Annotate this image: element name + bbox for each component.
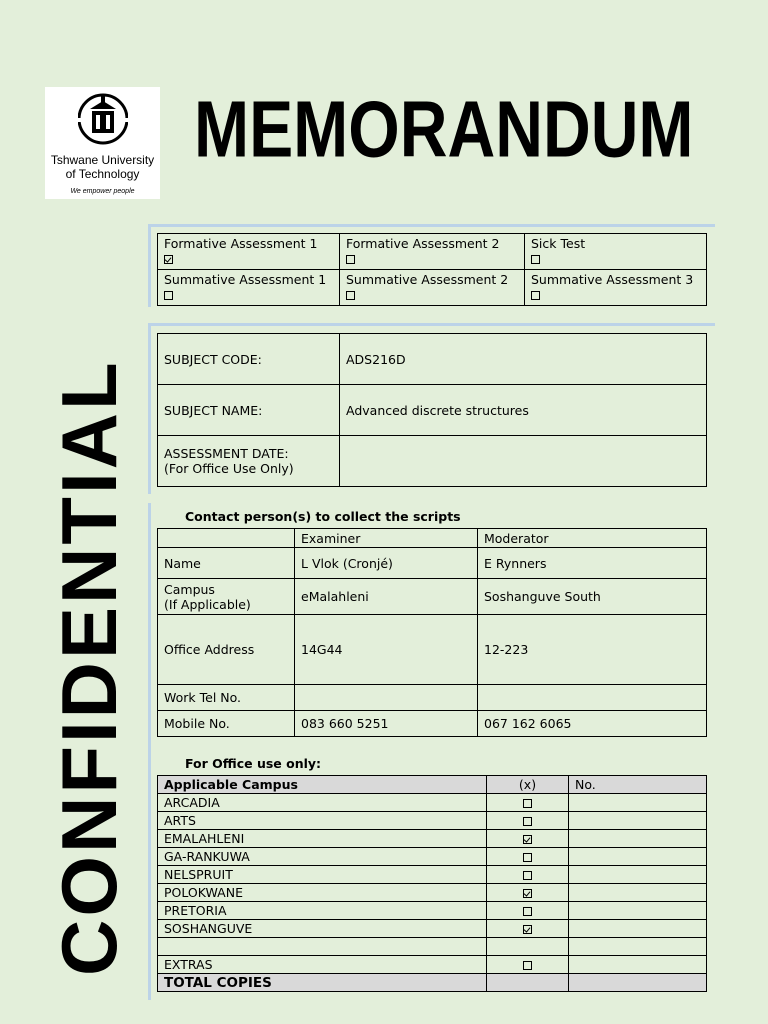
assessment-cell	[525, 234, 707, 270]
checkbox[interactable]	[523, 853, 532, 862]
assessment-label: Formative Assessment 1	[164, 236, 318, 251]
moderator-header: Moderator	[478, 529, 707, 548]
campus-name	[158, 938, 487, 956]
subject-name-value: Advanced discrete structures	[340, 385, 707, 436]
checkbox-checked[interactable]	[523, 835, 532, 844]
no-header: No.	[569, 776, 707, 794]
confidential-label: CONFIDENTIAL	[45, 359, 133, 976]
campus-row	[158, 920, 707, 938]
moderator-value: 067 162 6065	[478, 711, 707, 737]
university-emblem-icon	[78, 91, 128, 149]
contact-row-label-text: Campus	[164, 581, 215, 597]
checkbox[interactable]	[164, 291, 173, 300]
examiner-value	[295, 685, 478, 711]
campus-name: EXTRAS	[158, 956, 487, 974]
assessment-cell	[158, 270, 340, 306]
campus-count[interactable]	[569, 812, 707, 830]
assessment-cell	[158, 234, 340, 270]
checkbox[interactable]	[531, 291, 540, 300]
campus-check-cell	[487, 812, 569, 830]
contact-row-label-note: (If Applicable)	[164, 596, 251, 612]
moderator-value: E Rynners	[478, 548, 707, 579]
moderator-value: Soshanguve South	[478, 579, 707, 615]
assessment-label: Formative Assessment 2	[346, 236, 500, 251]
campus-row	[158, 866, 707, 884]
memorandum-title: MEMORANDUM	[194, 85, 694, 175]
assessment-label: Summative Assessment 1	[164, 272, 327, 287]
total-copies-value[interactable]	[569, 974, 707, 992]
campus-count[interactable]	[569, 848, 707, 866]
contact-row-label: Mobile No.	[158, 711, 295, 737]
logo-tagline: We empower people	[70, 188, 135, 195]
campus-check-cell	[487, 938, 569, 956]
campus-name: ARTS	[158, 812, 487, 830]
x-header: (x)	[487, 776, 569, 794]
moderator-value	[478, 685, 707, 711]
examiner-value: 083 660 5251	[295, 711, 478, 737]
campus-check-cell	[487, 848, 569, 866]
campus-check-cell	[487, 956, 569, 974]
assessment-label: Sick Test	[531, 236, 586, 251]
campus-row	[158, 812, 707, 830]
campus-name: ARCADIA	[158, 794, 487, 812]
campus-row	[158, 830, 707, 848]
campus-row	[158, 956, 707, 974]
date-label-note: (For Office Use Only)	[164, 461, 294, 476]
examiner-value: L Vlok (Cronjé)	[295, 548, 478, 579]
campus-check-cell	[487, 866, 569, 884]
assessment-cell	[525, 270, 707, 306]
contacts-header-blank	[158, 529, 295, 548]
campus-table	[157, 775, 707, 992]
logo-line1: Tshwane University	[50, 153, 155, 167]
campus-check-cell	[487, 884, 569, 902]
checkbox-checked[interactable]	[523, 889, 532, 898]
total-x-cell	[487, 974, 569, 992]
checkbox[interactable]	[523, 871, 532, 880]
checkbox[interactable]	[523, 961, 532, 970]
checkbox[interactable]	[523, 799, 532, 808]
checkbox[interactable]	[531, 255, 540, 264]
campus-count[interactable]	[569, 830, 707, 848]
contact-row-label: Office Address	[158, 615, 295, 685]
contact-row-label: Name	[158, 548, 295, 579]
assessment-cell	[340, 234, 525, 270]
contact-row-label	[158, 579, 295, 615]
campus-count[interactable]	[569, 866, 707, 884]
campus-count[interactable]	[569, 884, 707, 902]
campus-count[interactable]	[569, 920, 707, 938]
campus-count[interactable]	[569, 938, 707, 956]
campus-header: Applicable Campus	[158, 776, 487, 794]
subject-name-label: SUBJECT NAME:	[158, 385, 340, 436]
subject-table	[157, 333, 707, 487]
campus-check-cell	[487, 794, 569, 812]
examiner-value: 14G44	[295, 615, 478, 685]
campus-row-blank	[158, 938, 707, 956]
assessment-date-label	[158, 436, 340, 487]
checkbox[interactable]	[523, 907, 532, 916]
office-caption: For Office use only:	[185, 756, 322, 771]
campus-row	[158, 884, 707, 902]
campus-name: GA-RANKUWA	[158, 848, 487, 866]
campus-name: POLOKWANE	[158, 884, 487, 902]
examiner-value: eMalahleni	[295, 579, 478, 615]
university-logo	[45, 87, 160, 199]
total-copies-label: TOTAL COPIES	[158, 974, 487, 992]
assessment-cell	[340, 270, 525, 306]
checkbox-checked[interactable]	[164, 255, 173, 264]
assessment-label: Summative Assessment 3	[531, 272, 694, 287]
assessment-label: Summative Assessment 2	[346, 272, 509, 287]
moderator-value: 12-223	[478, 615, 707, 685]
subject-code-value: ADS216D	[340, 334, 707, 385]
campus-check-cell	[487, 902, 569, 920]
campus-name: NELSPRUIT	[158, 866, 487, 884]
contact-row-label: Work Tel No.	[158, 685, 295, 711]
logo-name	[45, 153, 160, 181]
campus-check-cell	[487, 920, 569, 938]
contacts-table	[157, 528, 707, 737]
campus-row	[158, 794, 707, 812]
logo-line2: of Technology	[65, 167, 140, 181]
campus-count[interactable]	[569, 794, 707, 812]
date-label-text: ASSESSMENT DATE:	[164, 446, 289, 461]
campus-name: PRETORIA	[158, 902, 487, 920]
examiner-header: Examiner	[295, 529, 478, 548]
campus-row	[158, 848, 707, 866]
campus-name: SOSHANGUVE	[158, 920, 487, 938]
checkbox-checked[interactable]	[523, 925, 532, 934]
contacts-caption: Contact person(s) to collect the scripts	[185, 509, 461, 524]
assessment-type-table	[157, 233, 707, 306]
assessment-date-value[interactable]	[340, 436, 707, 487]
lower-frame	[148, 503, 153, 1000]
campus-row	[158, 902, 707, 920]
checkbox[interactable]	[346, 255, 355, 264]
subject-code-label: SUBJECT CODE:	[158, 334, 340, 385]
campus-name: EMALAHLENI	[158, 830, 487, 848]
campus-count[interactable]	[569, 956, 707, 974]
checkbox[interactable]	[523, 817, 532, 826]
checkbox[interactable]	[346, 291, 355, 300]
campus-check-cell	[487, 830, 569, 848]
campus-count[interactable]	[569, 902, 707, 920]
